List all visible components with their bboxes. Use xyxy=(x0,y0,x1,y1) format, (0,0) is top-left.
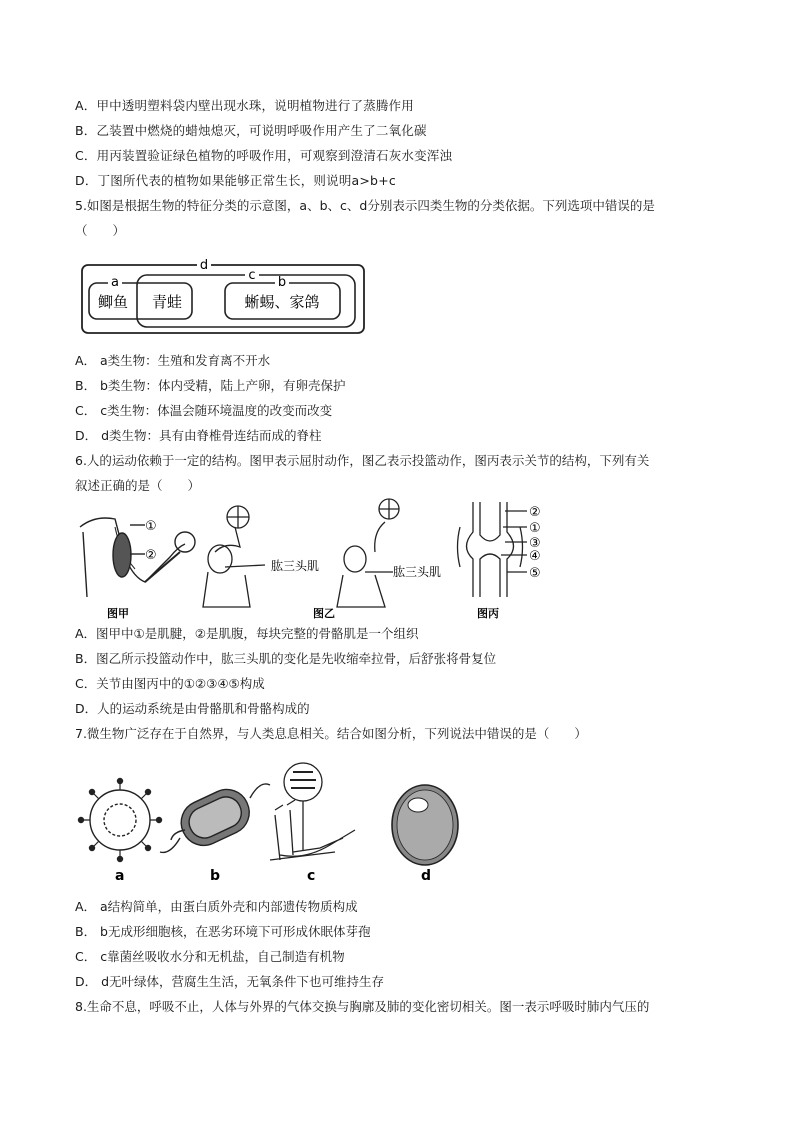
q7-microbe-figure xyxy=(75,760,465,885)
q7-option-a: A． a结构简单，由蛋白质外壳和内部遗传物质构成 xyxy=(75,899,358,914)
yi-triceps-label-1: 肱三头肌 xyxy=(271,559,320,573)
microbe-a-virus xyxy=(79,779,162,862)
figure-yi-shooter xyxy=(203,506,265,607)
label-b: b xyxy=(277,275,287,290)
q5-option-d: D． d类生物：具有由脊椎骨连结而成的脊柱 xyxy=(75,428,322,443)
label-c: c xyxy=(248,268,256,283)
caption-yi: 图乙 xyxy=(313,607,335,620)
bing-mark-4: ④ xyxy=(529,549,541,564)
jia-mark-1: ① xyxy=(145,519,157,534)
q5-option-b: B． b类生物：体内受精，陆上产卵，有卵壳保护 xyxy=(75,378,346,393)
q6-option-c: C．关节由图丙中的①②③④⑤构成 xyxy=(75,676,265,691)
figure-jia-arm xyxy=(80,518,195,597)
q6-stem-line1: 6.人的运动依赖于一定的结构。图甲表示屈肘动作，图乙表示投篮动作，图丙表示关节的结构，下列有关 xyxy=(75,453,650,468)
figure-bing-joint xyxy=(458,502,528,597)
q6-option-d: D．人的运动系统是由骨骼肌和骨骼构成的 xyxy=(75,701,310,716)
microbe-d-yeast xyxy=(392,785,458,865)
microbe-label-d: d xyxy=(421,868,432,884)
q5-classification-diagram xyxy=(75,255,375,340)
jia-mark-2: ② xyxy=(145,548,157,563)
q7-stem: 7.微生物广泛存在于自然界，与人类息息相关。结合如图分析，下列说法中错误的是（ ） xyxy=(75,726,587,741)
bing-mark-5: ⑤ xyxy=(529,566,541,581)
microbe-b-bacterium xyxy=(160,782,270,852)
q4-option-b: B．乙装置中燃烧的蜡烛熄灭，可说明呼吸作用产生了二氧化碳 xyxy=(75,123,427,138)
caption-jia: 图甲 xyxy=(107,607,129,620)
q6-option-a: A．图甲中①是肌腱，②是肌腹，每块完整的骨骼肌是一个组织 xyxy=(75,626,419,641)
q6-option-b: B．图乙所示投篮动作中，肱三头肌的变化是先收缩牵拉骨，后舒张将骨复位 xyxy=(75,651,497,666)
yi-triceps-label-2: 肱三头肌 xyxy=(393,565,442,579)
q5-stem-line2: （ ） xyxy=(75,223,126,238)
animal-lizard-pigeon: 蜥蜴、家鸽 xyxy=(244,293,320,311)
bing-mark-2: ② xyxy=(529,505,541,520)
q5-stem-line1: 5.如图是根据生物的特征分类的示意图，a、b、c、d分别表示四类生物的分类依据。下列选项中错误的是 xyxy=(75,198,655,213)
animal-crucian-carp: 鲫鱼 xyxy=(97,293,129,311)
q8-stem: 8.生命不息，呼吸不止，人体与外界的气体交换与胸廓及肺的变化密切相关。图一表示呼吸时肺内气压的 xyxy=(75,999,650,1014)
bing-mark-1: ① xyxy=(529,521,541,536)
figure-yi-shooter-2 xyxy=(337,499,399,607)
q4-option-c: C．用丙装置验证绿色植物的呼吸作用，可观察到澄清石灰水变浑浊 xyxy=(75,148,453,163)
q6-motion-figure xyxy=(75,497,555,622)
q4-option-d: D．丁图所代表的植物如果能够正常生长，则说明a>b+c xyxy=(75,173,396,188)
microbe-label-b: b xyxy=(210,868,221,884)
q5-option-a: A． a类生物：生殖和发育离不开水 xyxy=(75,353,271,368)
label-a: a xyxy=(111,275,119,290)
microbe-c-fungus xyxy=(270,763,355,860)
label-d: d xyxy=(199,258,209,273)
q7-option-c: C． c靠菌丝吸收水分和无机盐，自己制造有机物 xyxy=(75,949,345,964)
q5-option-c: C． c类生物：体温会随环境温度的改变而改变 xyxy=(75,403,333,418)
microbe-label-a: a xyxy=(115,868,125,884)
q4-option-a: A．甲中透明塑料袋内壁出现水珠，说明植物进行了蒸腾作用 xyxy=(75,98,414,113)
caption-bing: 图丙 xyxy=(477,607,499,620)
q6-stem-line2: 叙述正确的是（ ） xyxy=(75,478,201,493)
animal-frog: 青蛙 xyxy=(151,293,183,311)
microbe-label-c: c xyxy=(307,868,316,884)
q7-option-b: B． b无成形细胞核，在恶劣环境下可形成休眠体芽孢 xyxy=(75,924,371,939)
bing-mark-3: ③ xyxy=(529,536,541,551)
q7-option-d: D． d无叶绿体，营腐生生活，无氧条件下也可维持生存 xyxy=(75,974,385,989)
